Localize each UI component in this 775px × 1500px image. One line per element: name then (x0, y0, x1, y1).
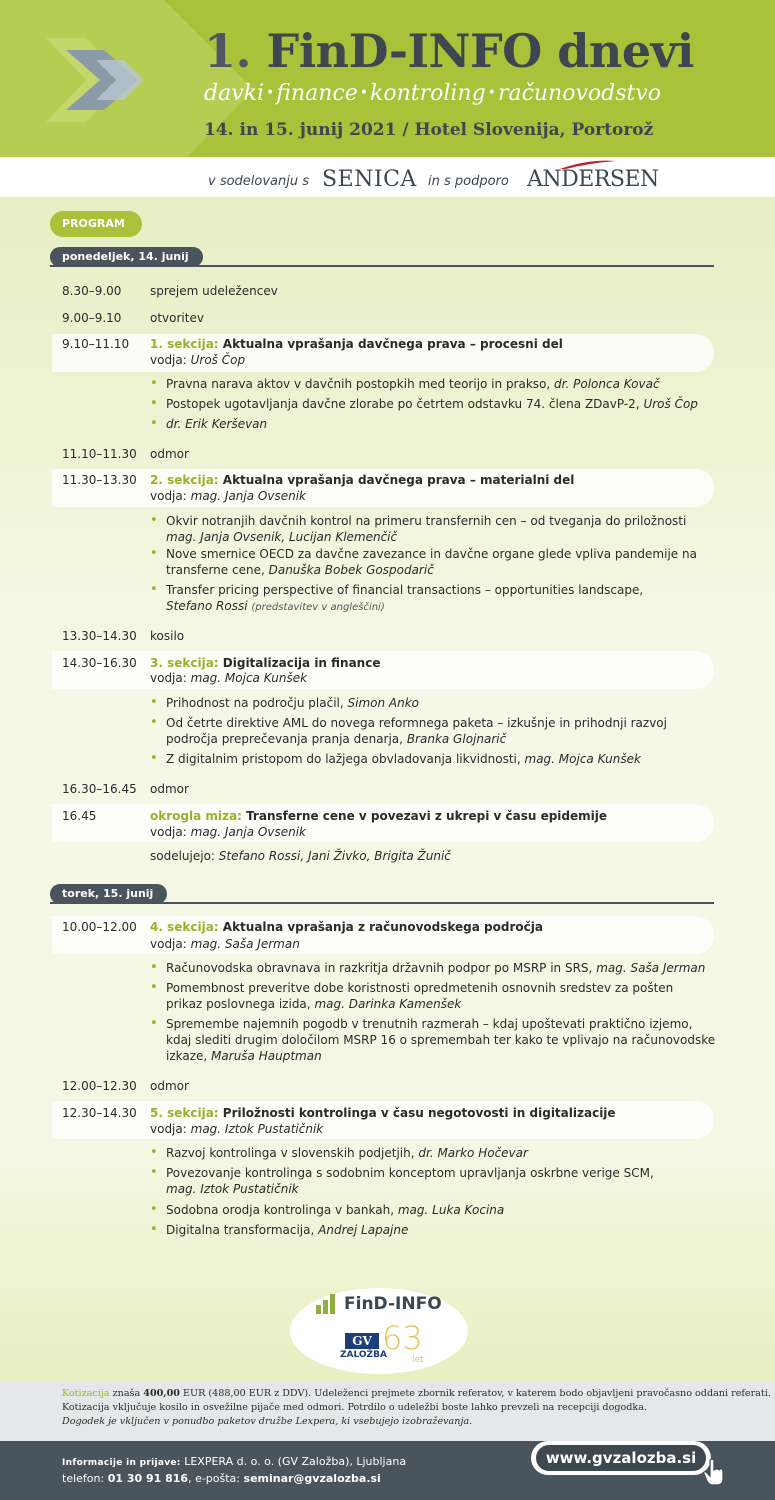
panel-participants: sodelujejo: Stefano Rossi, Jani Živko, Brigita Žunič (150, 849, 451, 863)
email-link[interactable]: seminar@gvzalozba.si (243, 1472, 381, 1485)
section-title: 3. sekcija: Digitalizacija in finance (150, 656, 381, 670)
talk-item: • Transfer pricing perspective of financial transactions – opportunities landscape, Stefano Rossi (predstavitev v angleščini) (166, 582, 726, 616)
event-topics: davki •finance •kontroling •računovodstvo (204, 81, 662, 106)
bar-chart-icon (316, 1292, 340, 1314)
contact-info: Informacije in prijave: LEXPERA d. o. o. (GV Založba), Ljubljana (62, 1455, 407, 1468)
talk-item: • Z digitalnim pristopom do lažjega obvladovanja likvidnosti, mag. Mojca Kunšek (166, 751, 726, 767)
time-slot: 16.30–16.45 (62, 782, 137, 796)
event-header (0, 0, 775, 157)
talk-item: • Postopek ugotavljanja davčne zlorabe po četrtem odstavku 74. člena ZDavP-2, Uroš Čop (166, 396, 726, 412)
anniversary-number: 63 (382, 1319, 423, 1357)
title-number: 1. (204, 24, 252, 78)
section-chair: vodja: mag. Janja Ovsenik (150, 489, 306, 503)
agenda-item: odmor (150, 447, 189, 461)
contact-details: telefon: 01 30 91 816, e-pošta: seminar@gvzalozba.si (62, 1472, 381, 1485)
time-slot: 9.00–9.10 (62, 311, 122, 325)
findinfo-logo: FinD-INFO (344, 1294, 442, 1314)
program-label: PROGRAM (50, 211, 142, 237)
topic: kontroling (370, 81, 486, 106)
section-title: 5. sekcija: Priložnosti kontrolinga v času negotovosti in digitalizacije (150, 1106, 616, 1120)
andersen-logo: ANDERSEN (527, 167, 659, 192)
chevron-arrows-icon (46, 30, 176, 130)
time-slot: 11.10–11.30 (62, 447, 137, 461)
website-link[interactable]: www.gvzalozba.si (536, 1445, 706, 1471)
talk-item: • Digitalna transformacija, Andrej Lapajne (166, 1222, 726, 1238)
fee-line: Kotizacija znaša 400,00 EUR (488,00 EUR z DDV). Udeleženci prejmete zbornik referatov, v katerem bodo objavljeni pravočasno oddani referati. (62, 1388, 771, 1399)
talk-item: • Prihodnost na področju plačil, Simon Anko (166, 695, 726, 711)
topic: finance (276, 81, 358, 106)
page-title (204, 24, 694, 78)
gv-logo: GV (345, 1333, 379, 1349)
fee-line: Kotizacija vključuje kosilo in osvežilne pijače med odmori. Potrdilo o udeležbi boste lahko prevzeli na recepciji dogodka. (62, 1402, 647, 1413)
topic: računovodstvo (497, 81, 662, 106)
anniversary-label: let (412, 1355, 424, 1365)
hand-pointer-icon (703, 1458, 725, 1486)
time-slot: 12.00–12.30 (62, 1079, 137, 1093)
talk-item: • Povezovanje kontrolinga s sodobnim konceptom upravljanja oskrbne verige SCM, mag. Iztok Pustatičnik (166, 1165, 726, 1197)
section-chair: vodja: mag. Janja Ovsenik (150, 825, 306, 839)
section-chair: vodja: mag. Iztok Pustatičnik (150, 1122, 324, 1136)
title-text: FinD-INFO dnevi (266, 24, 694, 78)
agenda-item: otvoritev (150, 311, 204, 325)
time-slot: 12.30–14.30 (62, 1106, 137, 1120)
agenda-item: kosilo (150, 629, 185, 643)
talk-item: • Spremembe najemnih pogodb v trenutnih razmerah – kdaj upoštevati praktično izjemo, kdaj slediti drugim določilom MSRP 16 o spremembah ter kako te vplivajo na računovodske izkaze, Maruša Hauptman (166, 1016, 726, 1064)
phone-number[interactable]: 01 30 91 816 (107, 1472, 189, 1485)
sponsor-bar (0, 157, 775, 197)
sponsor-intro: v sodelovanju s (208, 174, 310, 189)
support-intro: in s podporo (428, 174, 509, 189)
section-chair: vodja: mag. Mojca Kunšek (150, 671, 308, 685)
time-slot: 14.30–16.30 (62, 656, 137, 670)
time-slot: 13.30–14.30 (62, 629, 137, 643)
talk-item: • Nove smernice OECD za davčne zavezance in davčne organe glede vpliva pandemije na transferne cene, Danuška Bobek Gospodarič (166, 546, 726, 578)
time-slot: 9.10–11.10 (62, 337, 130, 351)
day-label: torek, 15. junij (50, 884, 167, 904)
time-slot: 11.30–13.30 (62, 473, 137, 487)
talk-item: • Pomembnost preveritve dobe koristnosti opredmetenih osnovnih sredstev za pošten prikaz poslovnega izida, mag. Darinka Kamenšek (166, 980, 726, 1012)
section-title: okrogla miza: Transferne cene v povezavi z ukrepi v času epidemije (150, 809, 608, 823)
day-label: ponedeljek, 14. junij (50, 247, 203, 267)
section-title: 1. sekcija: Aktualna vprašanja davčnega prava – procesni del (150, 337, 563, 351)
talk-item: • dr. Erik Kerševan (166, 416, 726, 432)
agenda-item: odmor (150, 1079, 189, 1093)
agenda-item: odmor (150, 782, 189, 796)
time-slot: 10.00–12.00 (62, 920, 137, 934)
talk-item: • Od četrte direktive AML do novega reformnega paketa – izkušnje in prihodnji razvoj področja preprečevanja pranja denarja, Branka Glojnarič (166, 715, 726, 747)
section-title: 4. sekcija: Aktualna vprašanja z računovodskega področja (150, 920, 543, 934)
section-title: 2. sekcija: Aktualna vprašanja davčnega prava – materialni del (150, 473, 575, 487)
section-chair: vodja: Uroš Čop (150, 353, 246, 367)
zalozba-logo: ZALOŽBA (340, 1350, 387, 1360)
talk-item: • Pravna narava aktov v davčnih postopkih med teorijo in prakso, dr. Polonca Kovač (166, 376, 726, 392)
talk-item: • Sodobna orodja kontrolinga v bankah, mag. Luka Kocina (166, 1202, 726, 1218)
senica-logo: SENICA (322, 167, 417, 192)
talk-item: • Razvoj kontrolinga v slovenskih podjetjih, dr. Marko Hočevar (166, 1145, 726, 1161)
fee-line: Dogodek je vključen v ponudbo paketov družbe Lexpera, ki vsebujejo izobraževanja. (62, 1416, 473, 1427)
time-slot: 8.30–9.00 (62, 284, 122, 298)
talk-item: • Računovodska obravnava in razkritja državnih podpor po MSRP in SRS, mag. Saša Jerman (166, 960, 726, 976)
time-slot: 16.45 (62, 809, 97, 823)
topic: davki (204, 81, 264, 106)
event-date-venue: 14. in 15. junij 2021 / Hotel Slovenija, Portorož (204, 120, 654, 140)
agenda-item: sprejem udeležencev (150, 284, 278, 298)
talk-item: • Okvir notranjih davčnih kontrol na primeru transfernih cen – od tveganja do priložnosti mag. Janja Ovsenik, Lucijan Klemenčič (166, 513, 726, 545)
section-chair: vodja: mag. Saša Jerman (150, 937, 300, 951)
